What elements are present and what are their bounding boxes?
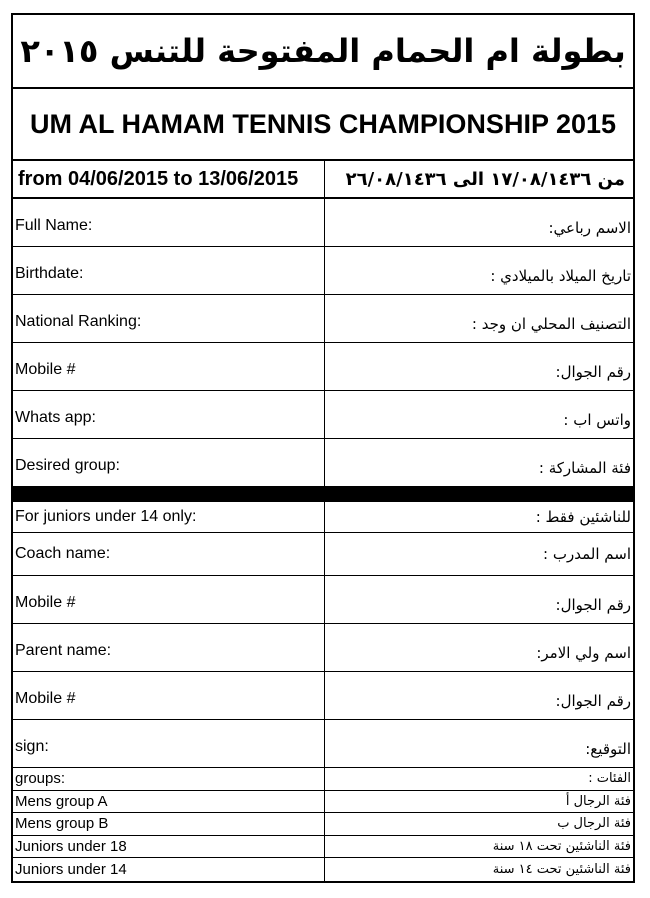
field-label-en: Coach name: [13, 533, 325, 575]
field-label-en: Birthdate: [13, 247, 325, 294]
registration-form [11, 13, 635, 883]
field-label-ar: اسم المدرب : [543, 545, 631, 563]
field-desired-group[interactable] [13, 439, 633, 487]
field-label-ar: فئة المشاركة : [538, 459, 631, 477]
field-label-en: Parent name: [13, 624, 325, 671]
field-sign[interactable] [13, 720, 633, 768]
title-arabic: بطولة ام الحمام المفتوحة للتنس ٢٠١٥ [13, 15, 633, 89]
dates-english: from 04/06/2015 to 13/06/2015 [13, 161, 325, 197]
field-full-name[interactable] [13, 199, 633, 247]
dates-row [13, 161, 633, 199]
field-label-ar: واتس اب : [563, 411, 631, 429]
group-label-en: Juniors under 18 [13, 836, 325, 858]
field-label-en: Mobile # [13, 343, 325, 390]
field-label-en: Desired group: [13, 439, 325, 486]
field-label-en: Mobile # [13, 672, 325, 719]
field-label-en: Mobile # [13, 576, 325, 623]
group-label-en: Mens group B [13, 813, 325, 835]
section-divider [13, 487, 633, 502]
field-label-en: For juniors under 14 only: [13, 502, 325, 532]
field-label-ar: رقم الجوال: [555, 692, 631, 710]
group-label-en: Mens group A [13, 791, 325, 813]
title-english: UM AL HAMAM TENNIS CHAMPIONSHIP 2015 [13, 89, 633, 161]
field-label-ar: الاسم رباعي: [548, 219, 631, 237]
field-coach-name[interactable] [13, 533, 633, 576]
field-coach-mobile[interactable] [13, 576, 633, 624]
field-mobile[interactable] [13, 343, 633, 391]
field-label-ar: تاريخ الميلاد بالميلادي : [490, 267, 631, 285]
field-label-en: Full Name: [13, 199, 325, 246]
group-row-mens-b [13, 813, 633, 836]
field-birthdate[interactable] [13, 247, 633, 295]
field-label-ar: رقم الجوال: [555, 596, 631, 614]
field-label-ar: للناشئين فقط : [535, 508, 631, 526]
dates-arabic: من ١٧/٠٨/١٤٣٦ الى ٢٦/٠٨/١٤٣٦ [345, 168, 625, 190]
group-row-mens-a [13, 791, 633, 814]
field-label-en: sign: [13, 720, 325, 767]
field-national-ranking[interactable] [13, 295, 633, 343]
field-parent-name[interactable] [13, 624, 633, 672]
field-label-en: National Ranking: [13, 295, 325, 342]
field-label-en: Whats app: [13, 391, 325, 438]
juniors-heading-row [13, 502, 633, 533]
groups-heading-row [13, 768, 633, 791]
group-label-ar: فئة الناشئين تحت ١٨ سنة [492, 838, 631, 854]
field-whatsapp[interactable] [13, 391, 633, 439]
field-label-ar: التصنيف المحلي ان وجد : [471, 315, 631, 333]
group-row-juniors-18 [13, 836, 633, 859]
group-label-ar: فئة الرجال أ [565, 793, 631, 809]
field-label-ar: اسم ولي الامر: [536, 644, 631, 662]
group-row-juniors-14 [13, 858, 633, 881]
field-label-ar: التوقيع: [585, 740, 631, 758]
group-label-en: Juniors under 14 [13, 858, 325, 881]
group-label-ar: فئة الناشئين تحت ١٤ سنة [492, 861, 631, 877]
group-label-en: groups: [13, 768, 325, 790]
group-label-ar: الفئات : [588, 771, 631, 787]
field-parent-mobile[interactable] [13, 672, 633, 720]
field-label-ar: رقم الجوال: [555, 363, 631, 381]
group-label-ar: فئة الرجال ب [557, 816, 631, 832]
